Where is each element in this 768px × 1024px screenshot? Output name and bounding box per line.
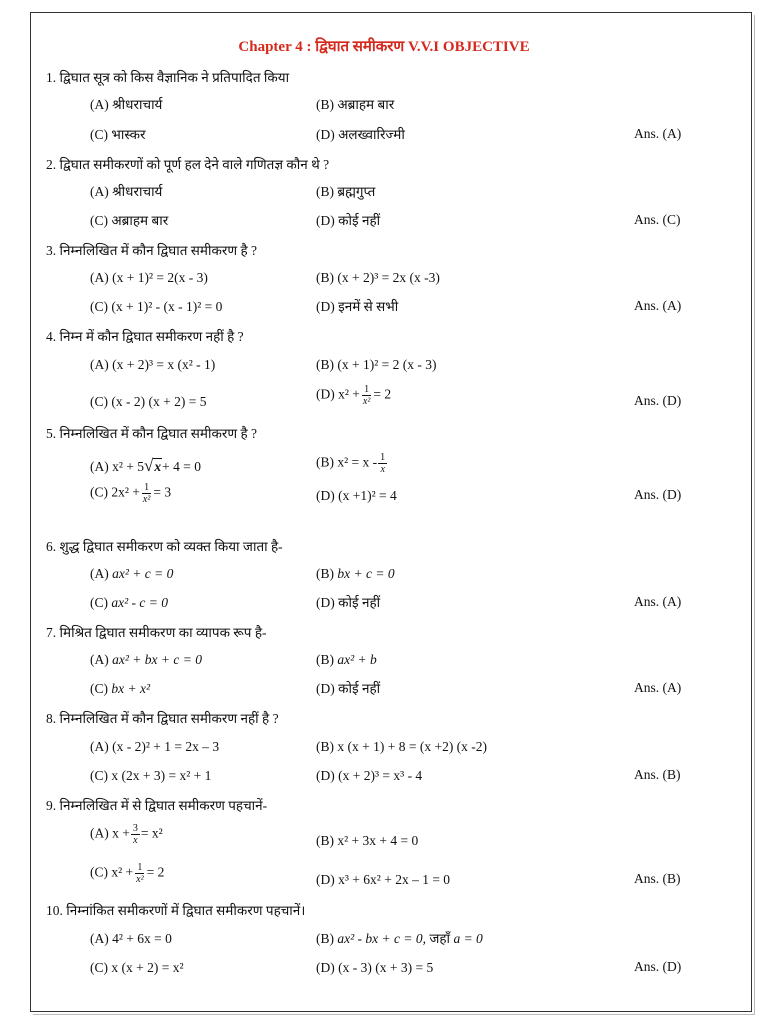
q6-option-c: (C) ax² - c = 0 — [90, 595, 169, 610]
q2-option-b: (B) ब्रह्मगुप्त — [316, 184, 376, 199]
q3-option-b: (B) (x + 2)³ = 2x (x -3) — [316, 270, 440, 285]
q9-option-a: (A) x + $\frac{3}{x}$ = x² — [90, 823, 163, 846]
q5-option-a: (A) x² + 5√x+ 4 = 0 — [90, 456, 201, 475]
q8-answer: Ans. (B) — [634, 767, 681, 782]
q5-b-fraction: $\frac{1}{x}$ — [380, 452, 386, 475]
q7-option-c: (C) bx + x² — [90, 681, 151, 696]
q8-option-a: (A) (x - 2)² + 1 = 2x – 3 — [90, 739, 220, 754]
q4-option-d: (D) x² + $\frac{1}{\text{x²}}$ = 2 — [316, 384, 392, 407]
q8-option-c: (C) x (2x + 3) = x² + 1 — [90, 768, 212, 783]
q9-answer: Ans. (B) — [634, 871, 681, 886]
q4-d-fraction: $\frac{1}{\text{x²}}$ — [362, 384, 371, 407]
question-5: 5. निम्नलिखित में कौन द्विघात समीकरण है ? — [46, 426, 258, 441]
q6-option-a: (A) ax² + c = 0 — [90, 566, 174, 581]
q4-answer: Ans. (D) — [634, 393, 682, 408]
q5-a-sqrt: √x — [144, 456, 162, 475]
q3-option-a: (A) (x + 1)² = 2(x - 3) — [90, 270, 208, 285]
q8-option-d: (D) (x + 2)³ = x³ - 4 — [316, 768, 423, 783]
q5-c-fraction: $\frac{1}{\text{x²}}$ — [142, 482, 151, 505]
q4-option-c: (C) (x - 2) (x + 2) = 5 — [90, 394, 207, 409]
q1-option-d: (D) अलख्वारिज्मी — [316, 127, 405, 142]
question-10: 10. निम्नांकित समीकरणों में द्विघात समीकरण पहचानें। — [46, 903, 306, 918]
q9-a-fraction: $\frac{3}{x}$ — [132, 823, 138, 846]
q2-answer: Ans. (C) — [634, 212, 681, 227]
q1-option-a: (A) श्रीधराचार्य — [90, 97, 163, 112]
chapter-title: Chapter 4 : द्विघात समीकरण V.V.I OBJECTIVE — [238, 39, 530, 55]
q2-option-a: (A) श्रीधराचार्य — [90, 184, 163, 199]
q3-option-d: (D) इनमें से सभी — [316, 299, 399, 314]
q5-option-b: (B) x² = x - $\frac{1}{x}$ — [316, 452, 386, 475]
question-1: 1. द्विघात सूत्र को किस वैज्ञानिक ने प्रतिपादित किया — [46, 70, 290, 85]
q5-option-d: (D) (x +1)² = 4 — [316, 488, 397, 503]
question-6: 6. शुद्ध द्विघात समीकरण को व्यक्त किया जाता है- — [46, 539, 283, 554]
q10-option-a: (A) 4² + 6x = 0 — [90, 931, 172, 946]
q9-option-d: (D) x³ + 6x² + 2x – 1 = 0 — [316, 872, 451, 887]
q7-option-b: (B) ax² + b — [316, 652, 377, 667]
q6-option-d: (D) कोई नहीं — [316, 595, 381, 610]
q1-answer: Ans. (A) — [634, 126, 682, 141]
q10-option-d: (D) (x - 3) (x + 3) = 5 — [316, 960, 434, 975]
q5-answer: Ans. (D) — [634, 487, 682, 502]
q7-option-d: (D) कोई नहीं — [316, 681, 381, 696]
question-4: 4. निम्न में कौन द्विघात समीकरण नहीं है ? — [46, 329, 244, 344]
question-9: 9. निम्नलिखित में से द्विघात समीकरण पहचानें- — [46, 798, 268, 813]
q4-option-b: (B) (x + 1)² = 2 (x - 3) — [316, 357, 437, 372]
q9-option-b: (B) x² + 3x + 4 = 0 — [316, 833, 419, 848]
q3-answer: Ans. (A) — [634, 298, 682, 313]
q4-option-a: (A) (x + 2)³ = x (x² - 1) — [90, 357, 216, 372]
q9-option-c: (C) x² + $\frac{1}{\text{x²}}$ = 2 — [90, 862, 165, 885]
q9-c-fraction: $\frac{1}{\text{x²}}$ — [136, 862, 144, 885]
q10-answer: Ans. (D) — [634, 959, 682, 974]
q7-option-a: (A) ax² + bx + c = 0 — [90, 652, 202, 667]
question-8: 8. निम्नलिखित में कौन द्विघात समीकरण नहीं है ? — [46, 711, 279, 726]
q1-option-b: (B) अब्राहम बार — [316, 97, 395, 112]
q6-answer: Ans. (A) — [634, 594, 682, 609]
q5-option-c: (C) 2x² + $\frac{1}{\text{x²}}$ = 3 — [90, 482, 172, 505]
question-2: 2. द्विघात समीकरणों को पूर्ण हल देने वाले गणितज्ञ कौन थे ? — [46, 157, 330, 172]
question-7: 7. मिश्रित द्विघात समीकरण का व्यापक रूप है- — [46, 625, 267, 640]
question-3: 3. निम्नलिखित में कौन द्विघात समीकरण है ? — [46, 243, 258, 258]
q7-answer: Ans. (A) — [634, 680, 682, 695]
q3-option-c: (C) (x + 1)² - (x - 1)² = 0 — [90, 299, 223, 314]
q2-option-c: (C) अब्राहम बार — [90, 213, 169, 228]
q8-option-b: (B) x (x + 1) + 8 = (x +2) (x -2) — [316, 739, 488, 754]
q2-option-d: (D) कोई नहीं — [316, 213, 381, 228]
q1-option-c: (C) भास्कर — [90, 127, 146, 142]
q6-option-b: (B) bx + c = 0 — [316, 566, 395, 581]
q10-option-b: (B) ax² - bx + c = 0, जहाँ a = 0 — [316, 931, 483, 946]
q10-option-c: (C) x (x + 2) = x² — [90, 960, 184, 975]
